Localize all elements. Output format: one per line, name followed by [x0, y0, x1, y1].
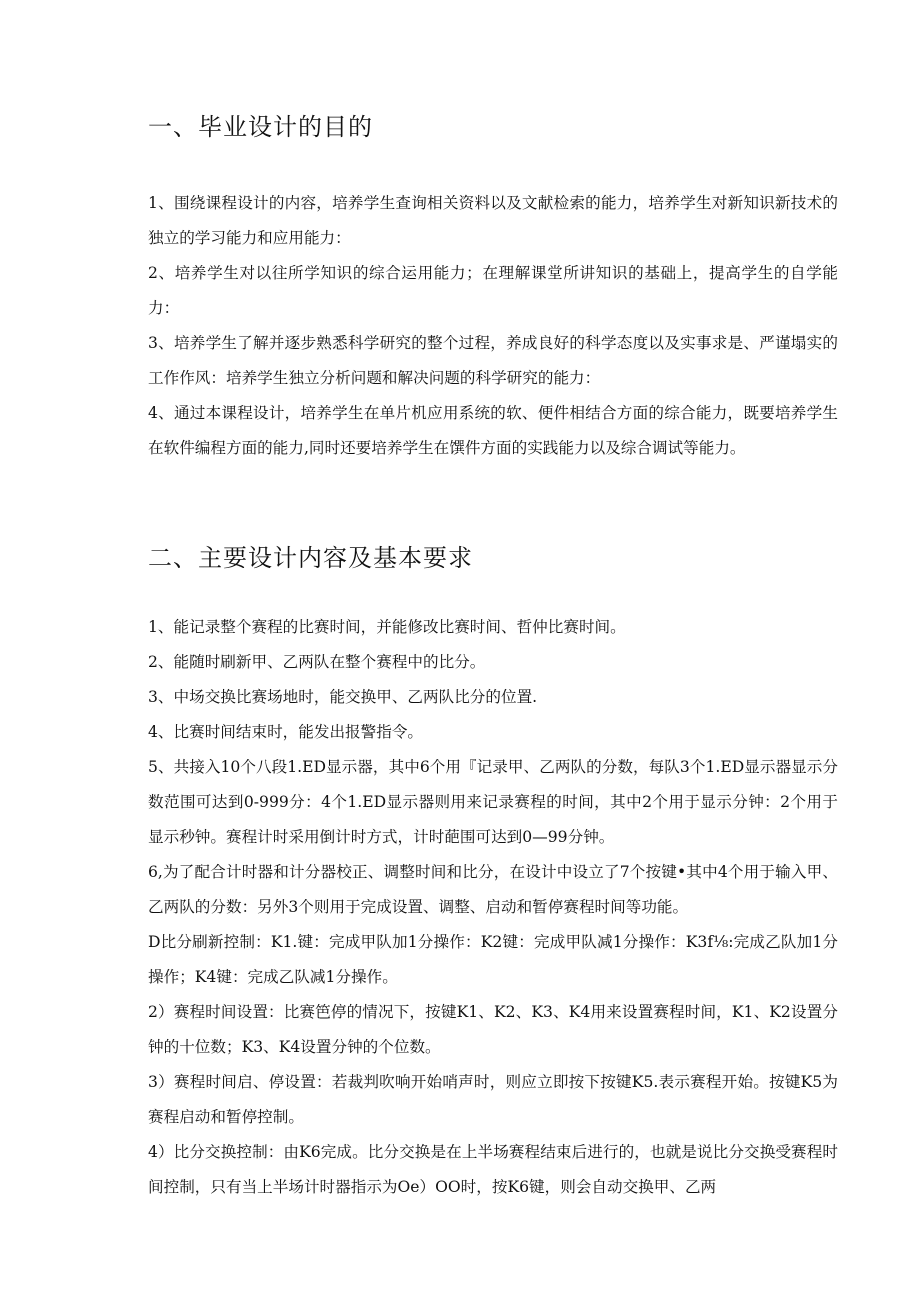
paragraph: 1、能记录整个赛程的比赛时间，并能修改比赛时间、哲仲比赛时间。 [148, 618, 626, 636]
section-requirements-body [148, 610, 838, 1205]
paragraph: 5、共接入10个八段1.ED显示器，其中6个用『记录甲、乙两队的分数，每队3个1.ED显示器显示分数范围可达到0-999分：4个1.ED显示器则用来记录赛程的时间，其中2个用于显示分钟：2个用于显示秒钟。赛程计时采用倒计时方式，计时葩围可达到0—99分钟。 [148, 758, 838, 846]
paragraph: 4）比分交换控制：由K6完成。比分交换是在上半场赛程结束后进行的，也就是说比分交换受赛程时间控制，只有当上半场计时器指示为Oe）OO时，按K6键，则会自动交换甲、乙两 [148, 1143, 838, 1196]
section-heading-purpose: 一、毕业设计的目的 [148, 113, 373, 141]
paragraph: 4、比赛时间结束时，能发出报警指令。 [148, 723, 424, 741]
paragraph: D比分刷新控制：K1.键：完成甲队加1分操作：K2键：完成甲队减1分操作：K3f⅛:完成乙队加1分操作；K4键：完成乙队减1分操作。 [148, 933, 838, 986]
paragraph: 2、能随时刷新甲、乙两队在整个赛程中的比分。 [148, 653, 486, 671]
paragraph: 6,为了配合计时器和计分器校正、调整时间和比分，在设计中设立了7个按键•其中4个用于输入甲、乙两队的分数：另外3个则用于完成设置、调整、启动和暂停赛程时间等功能。 [148, 863, 838, 916]
paragraph: 3、中场交换比赛场地时，能交换甲、乙两队比分的位置. [148, 688, 538, 706]
paragraph: 2）赛程时间设置：比赛笆停的情况下，按键K1、K2、K3、K4用来设置赛程时间，K1、K2设置分钟的十位数；K3、K4设置分钟的个位数。 [148, 1003, 838, 1056]
section-purpose-body [148, 186, 838, 466]
paragraph: 2、培养学生对以往所学知识的综合运用能力；在理解课堂所讲知识的基础上，提高学生的自学能力： [148, 264, 838, 317]
section-heading-requirements: 二、主要设计内容及基本要求 [148, 544, 473, 572]
paragraph: 3、培养学生了解并逐步熟悉科学研究的整个过程，养成良好的科学态度以及实事求是、严谨塌实的工作作风：培养学生独立分析问题和解决问题的科学研究的能力： [148, 334, 838, 387]
paragraph: 1、围绕课程设计的内容，培养学生查询相关资料以及文献检索的能力，培养学生对新知识新技术的独立的学习能力和应用能力： [148, 194, 838, 247]
paragraph: 3）赛程时间启、停设置：若裁判吹响开始哨声时，则应立即按下按键K5.表示赛程开始。按键K5为赛程启动和暂停控制。 [148, 1073, 838, 1126]
paragraph: 4、通过本课程设计，培养学生在单片机应用系统的软、便件相结合方面的综合能力，既要培养学生在软件编程方面的能力,同时还要培养学生在馔件方面的实践能力以及综合调试等能力。 [148, 404, 838, 457]
